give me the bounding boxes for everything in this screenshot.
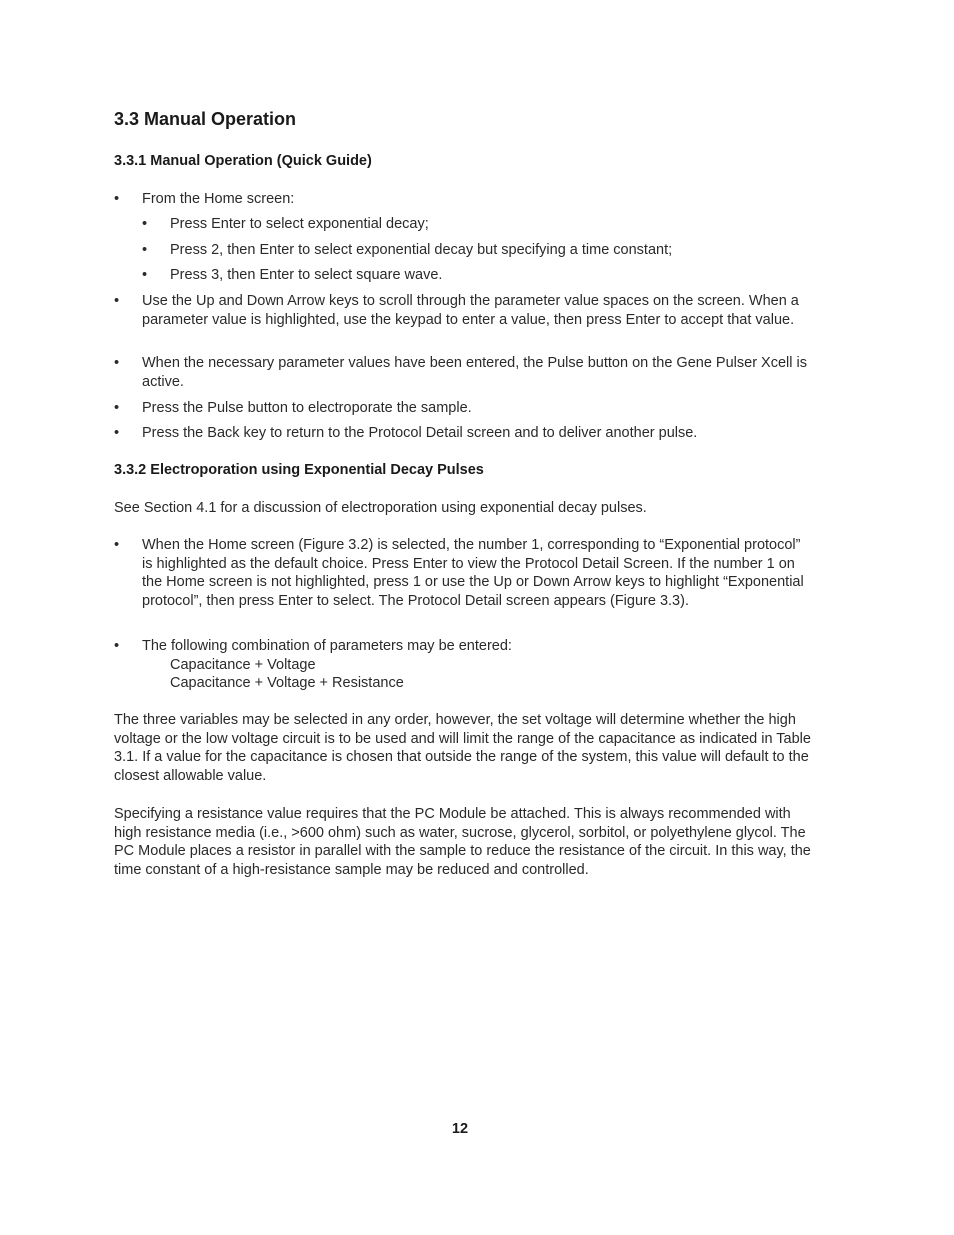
bullet: • bbox=[114, 293, 120, 309]
list-item bbox=[114, 190, 814, 209]
list-item-text: Press 2, then Enter to select exponential decay but specifying a time constant; bbox=[170, 242, 673, 258]
document-page bbox=[114, 0, 814, 1235]
quick-guide-heading: 3.3.1 Manual Operation (Quick Guide) bbox=[114, 153, 372, 169]
list-item bbox=[114, 536, 814, 610]
exponential-heading: 3.3.2 Electroporation using Exponential Decay Pulses bbox=[114, 462, 484, 478]
list-item-text: From the Home screen: bbox=[142, 191, 295, 207]
list-item-content bbox=[142, 637, 512, 693]
list-item-text: Press the Pulse button to electroporate the sample. bbox=[142, 400, 472, 416]
parameter-combination: Capacitance + Voltage + Resistance bbox=[170, 675, 404, 692]
sub-list-item bbox=[142, 266, 814, 285]
list-item bbox=[114, 399, 814, 418]
list-item bbox=[114, 637, 814, 693]
bullet: • bbox=[114, 355, 120, 371]
bullet: • bbox=[114, 537, 120, 553]
list-item-text: Press the Back key to return to the Protocol Detail screen and to deliver another pulse. bbox=[142, 425, 698, 441]
page-number: 12 bbox=[451, 1121, 469, 1137]
list-item bbox=[114, 354, 814, 391]
bullet: • bbox=[114, 400, 120, 416]
body-paragraph: Specifying a resistance value requires that the PC Module be attached. This is always recommended with high resistance media (i.e., >600 ohm) such as water, sucrose, glycerol, sorbitol, or polyethylene glycol. The PC Module places a resistor in parallel with the sample to reduce the resistance of the circuit. In this way, the time constant of a high-resistance sample may be reduced and controlled. bbox=[114, 806, 811, 878]
intro-paragraph: See Section 4.1 for a discussion of electroporation using exponential decay pulses. bbox=[114, 500, 647, 516]
parameter-combination: Capacitance + Voltage bbox=[170, 656, 316, 673]
sub-list-item bbox=[142, 215, 814, 234]
section-heading: 3.3 Manual Operation bbox=[114, 109, 297, 129]
list-item-text: Press Enter to select exponential decay; bbox=[170, 216, 429, 232]
list-item-text: The following combination of parameters may be entered: bbox=[142, 638, 512, 654]
list-item-text: When the necessary parameter values have been entered, the Pulse button on the Gene Pulser Xcell is active. bbox=[142, 355, 807, 390]
bullet: • bbox=[142, 216, 148, 232]
bullet: • bbox=[142, 267, 148, 283]
sub-list-item bbox=[142, 241, 814, 260]
bullet: • bbox=[114, 425, 120, 441]
bullet: • bbox=[114, 191, 120, 207]
list-item-text: When the Home screen (Figure 3.2) is selected, the number 1, corresponding to “Exponential protocol” is highlighted as the default choice. Press Enter to view the Protocol Detail Screen. If the number 1 on the Home screen is not highlighted, press 1 or use the Up or Down Arrow keys to highlight “Exponential protocol”, then press Enter to select. The Protocol Detail screen appears (Figure 3.3). bbox=[142, 537, 804, 609]
bullet: • bbox=[114, 638, 120, 654]
body-paragraph: The three variables may be selected in any order, however, the set voltage will determine whether the high voltage or the low voltage circuit is to be used and will limit the range of the capacitance as indicated in Table 3.1. If a value for the capacitance is chosen that outside the range of the system, this value will default to the closest allowable value. bbox=[114, 712, 811, 784]
bullet: • bbox=[142, 242, 148, 258]
list-item-text: Press 3, then Enter to select square wave. bbox=[170, 267, 443, 283]
list-item bbox=[114, 292, 814, 329]
list-item-text: Use the Up and Down Arrow keys to scroll through the parameter value spaces on the screen. When a parameter value is highlighted, use the keypad to enter a value, then press Enter to accept that value. bbox=[142, 293, 799, 328]
list-item bbox=[114, 424, 814, 443]
